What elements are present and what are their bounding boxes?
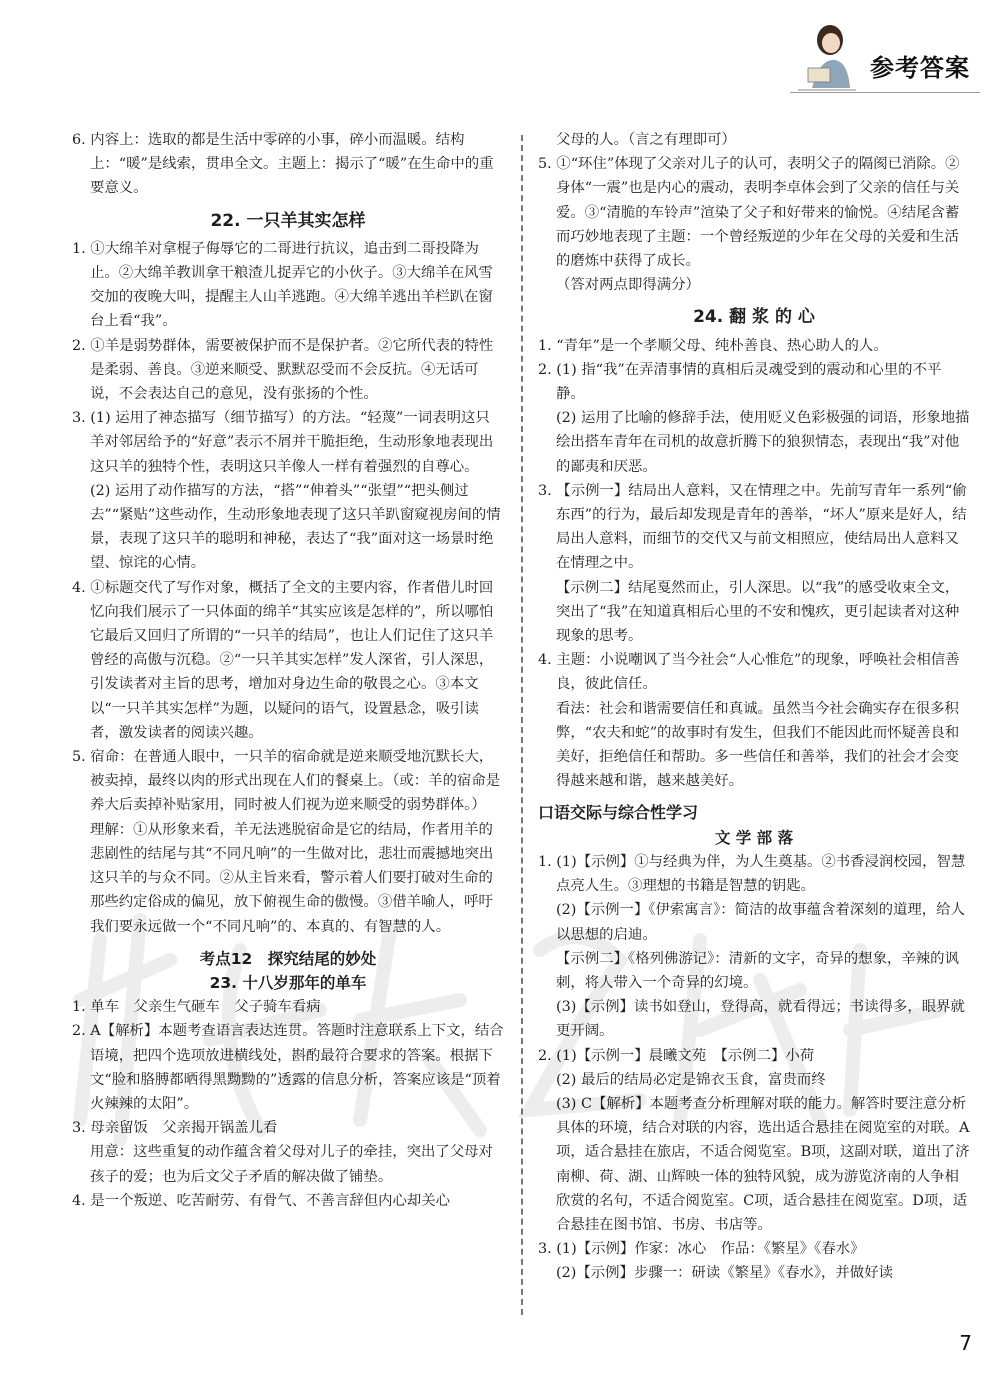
answer-subitem: 【示例二】《格列佛游记》：清新的文字，奇异的想象，辛辣的讽刺，将人带入一个奇异的幻境。	[556, 950, 959, 991]
answer-continuation: 父母的人。（言之有理即可）	[556, 132, 736, 148]
answer-subitem: (3) C【解析】本题考查分析理解对联的能力。解答时要注意分析具体的环境，结合对联的内容，选出适合悬挂在阅览室的对联。A项，适合悬挂在旅店，不适合阅览室。B项，这副对联，道出了济南柳、荷、湖、山辉映一体的独特风貌，成为游览济南的人争相欣赏的名句，不适合阅览室。C项，适合悬挂在阅览室。D项，适合悬挂在图书馆、书房、书店等。	[556, 1095, 970, 1233]
section-title: 22. 一只羊其实怎样	[210, 210, 366, 231]
answer-item: 2. (1) 指“我”在弄清事情的真相后灵魂受到的震动和心里的不平静。	[538, 361, 942, 403]
answer-subitem: 【示例二】结尾戛然而止，引人深思。以“我”的感受收束全文，突出了“我”在知道真相后心里的不安和愧疚，更引起读者对这种现象的思考。	[556, 579, 960, 645]
answer-item: 4. 主题：小说嘲讽了当今社会“人心惟危”的现象，呼唤社会相信善良，彼此信任。	[538, 652, 960, 693]
header-rule	[790, 92, 980, 93]
column-divider	[521, 135, 523, 1315]
page-number: 7	[959, 1331, 972, 1355]
girl-reading-illustration	[790, 18, 860, 93]
section-title: 文 学 部 落	[714, 828, 794, 847]
answer-item: 1. (1)【示例】①与经典为伴，为人生奠基。②书香浸润校园，智慧点亮人生。③理想的书籍是智慧的钥匙。	[538, 853, 966, 895]
answer-item: 6. 内容上：选取的都是生活中零碎的小事，碎小而温暖。结构上：“暖”是线索，贯串全文。主题上：揭示了“暖”在生命中的重要意义。	[72, 132, 494, 197]
answer-subitem: (2) 最后的结局必定是锦衣玉食，富贵而终	[556, 1071, 826, 1088]
answer-item: 5. 宿命：在普通人眼中，一只羊的宿命就是逆来顺受地沉默长大，被卖掉，最终以肉的形式出现在人们的餐桌上。（或：羊的宿命是养大后卖掉补贴家用，同时被人们视为逆来顺受的弱势群体。）	[72, 749, 501, 814]
section-title: 考点12 探究结尾的妙处	[199, 949, 377, 968]
answer-item: 3. (1)【示例】作家：冰心 作品：《繁星》《春水》	[538, 1241, 865, 1258]
section-title: 24. 翻 浆 的 心	[693, 307, 815, 328]
answer-subitem: 用意：这些重复的动作蕴含着父母对儿子的牵挂，突出了父母对孩子的爱；也为后文父子矛盾的解决做了铺垫。	[90, 1144, 493, 1185]
answer-subitem: (2) 运用了动作描写的方法，“搭”“伸着头”“张望”“把头侧过去”“紧贴”这些动作，生动形象地表现了这只羊趴窗窥视房间的情景，表现了这只羊的聪明和神秘，表达了“我”面对这一场景时绝望、惊诧的心情。	[90, 482, 501, 572]
answer-item: 4. ①标题交代了写作对象，概括了全文的主要内容，作者借儿时回忆向我们展示了一只体面的绵羊“其实应该是怎样的”，所以哪怕它最后又回归了所谓的“一只羊的结局”，也让人们记住了这只羊曾经的高傲与沉稳。②“一只羊其实怎样”发人深省，引人深思，引发读者对主旨的思考，增加对身边生命的敬畏之心。③本文以“一只羊其实怎样”为题，以疑问的语气，设置悬念，吸引读者，激发读者的阅读兴趣。	[72, 579, 494, 741]
right-column	[538, 128, 970, 1286]
answer-subitem: 看法：社会和谐需要信任和真诚。虽然当今社会确实存在很多积弊，“农夫和蛇”的故事时有发生，但我们不能因此而怀疑善良和美好，拒绝信任和帮助。多一些信任和善举，我们的社会才会变得越来越和谐，越来越美好。	[556, 700, 960, 790]
answer-item: 1. ①大绵羊对拿棍子侮辱它的二哥进行抗议，追击到二哥投降为止。②大绵羊教训拿干粮渣儿捉弄它的小伙子。③大绵羊在风雪交加的夜晚大叫，提醒主人山羊逃跑。④大绵羊逃出羊栏趴在窗台上看“我”。	[72, 240, 493, 330]
answer-item: 5. ①“环住”体现了父亲对儿子的认可，表明父子的隔阂已消除。②身体“一震”也是内心的震动，表明李卓体会到了父亲的信任与关爱。③“清脆的车铃声”渲染了父子和好带来的愉悦。④结尾含蓄而巧妙地表现了主题：一个曾经叛逆的少年在父母的关爱和生活的磨炼中获得了成长。	[538, 156, 960, 270]
answer-item: 3. (1) 运用了神态描写（细节描写）的方法。“轻蔑”一词表明这只羊对邻居给予的“好意”表示不屑并干脆拒绝，生动形象地表现出这只羊的独特个性，表明这只羊像人一样有着强烈的自尊心。	[72, 410, 494, 475]
answer-item: 3. 母亲留饭 父亲揭开锅盖儿看	[72, 1120, 278, 1137]
answer-subitem: 理解：①从形象来看，羊无法逃脱宿命是它的结局，作者用羊的悲剧性的结尾与其“不同凡响”的一生做对比，悲壮而震撼地突出这只羊的与众不同。②从主旨来看，警示着人们要打破对生命的那些约定俗成的偏见，放下俯视生命的傲慢。③借羊喻人，呼吁我们要永远做一个“不同凡响”的、本真的、有智慧的人。	[90, 821, 494, 935]
left-column	[72, 128, 504, 1213]
answer-note: （答对两点即得满分）	[556, 277, 700, 294]
answer-item: 1. “青年”是一个孝顺父母、纯朴善良、热心助人的人。	[538, 337, 888, 354]
answer-item: 3. 【示例一】结局出人意料，又在情理之中。先前写青年一系列“偷东西”的行为，最后却发现是青年的善举，“坏人”原来是好人，结局出人意料，而细节的交代又与前文相照应，使结局出人意料又在情理之中。	[538, 482, 967, 572]
answer-item: 2. ①羊是弱势群体，需要被保护而不是保护者。②它所代表的特性是柔弱、善良。③逆来顺受、默默忍受而不会反抗。④无话可说，不会表达自己的意见，没有张扬的个性。	[72, 337, 494, 403]
answer-subitem: (2) 运用了比喻的修辞手法，使用贬义色彩极强的词语，形象地描绘出搭车青年在司机的故意折腾下的狼狈情态，表现出“我”对他的鄙夷和厌恶。	[556, 410, 970, 475]
page-header	[0, 0, 1000, 100]
header-title: 参考答案	[870, 54, 970, 82]
answer-subitem: (2)【示例一】《伊索寓言》：简洁的故事蕴含着深刻的道理，给人以思想的启迪。	[556, 902, 965, 943]
answer-item: 1. 单车 父亲生气砸车 父子骑车看病	[72, 999, 321, 1016]
section-title: 23. 十八岁那年的单车	[209, 973, 367, 992]
section-title: 口语交际与综合性学习	[538, 803, 699, 823]
answer-item: 2. (1)【示例一】晨曦文苑 【示例二】小荷	[538, 1047, 815, 1064]
answer-item: 4. 是一个叛逆、吃苦耐劳、有骨气、不善言辞但内心却关心	[72, 1192, 451, 1209]
answer-item: 2. A【解析】本题考查语言表达连贯。答题时注意联系上下文，结合语境，把四个选项放进横线处，斟酌最符合要求的答案。根据下文“脸和胳膊都晒得黑黝黝的”透露的信息分析，答案应该是“顶着火辣辣的太阳”。	[72, 1023, 504, 1112]
answer-subitem: (2)【示例】步骤一：研读《繁星》《春水》，并做好读	[556, 1265, 893, 1282]
answer-subitem: (3)【示例】读书如登山，登得高，就看得远；书读得多，眼界就更开阔。	[556, 999, 965, 1040]
